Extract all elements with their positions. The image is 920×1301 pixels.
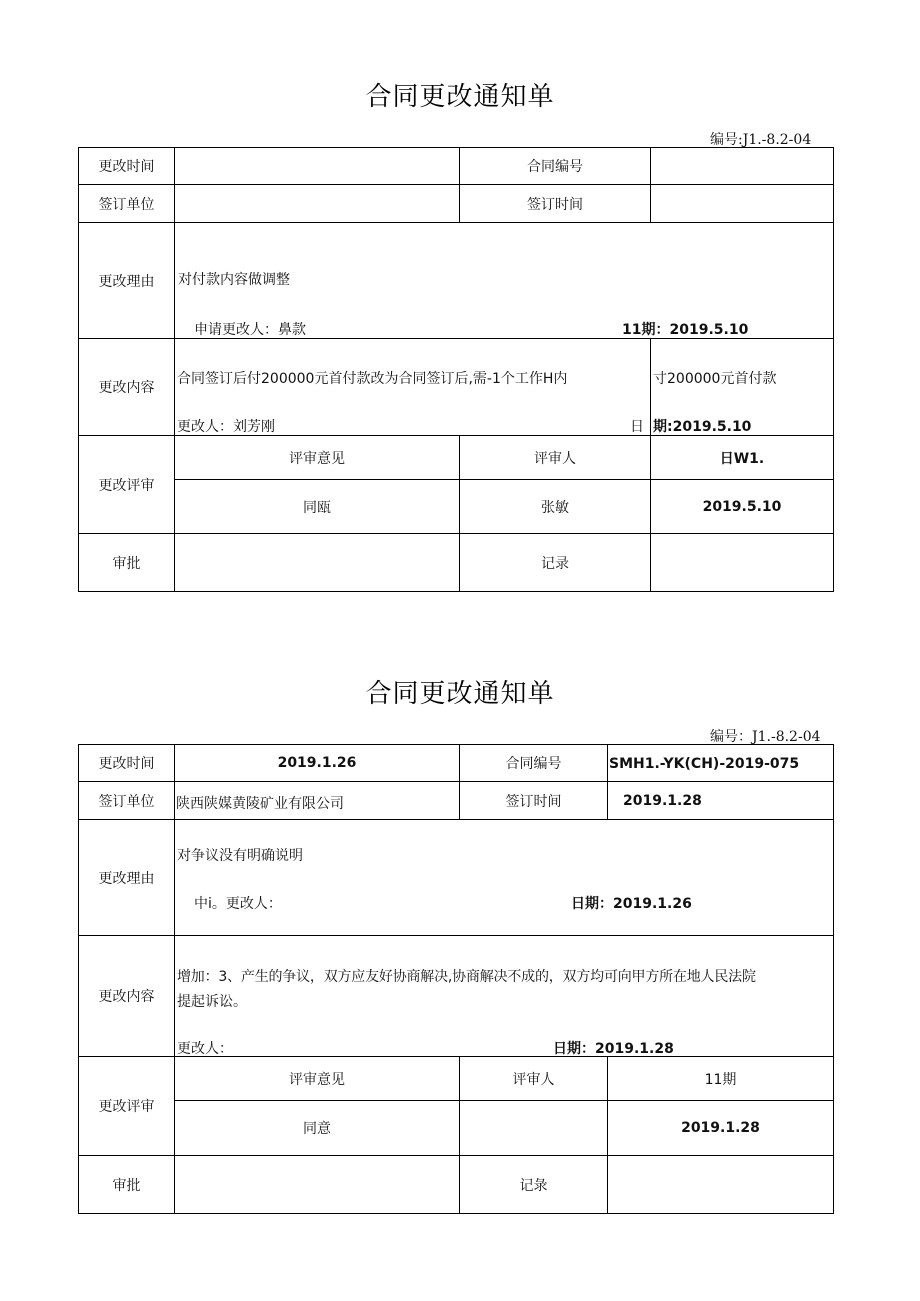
form1-label-record: 记录 [459, 533, 651, 592]
form1-change-content-cell [174, 338, 651, 436]
form2-label-record: 记彔 [459, 1155, 608, 1214]
form1-review-opinion: 同瓯 [174, 479, 460, 534]
form1-label-change-review: 更改评审 [78, 435, 175, 534]
form2-label-change-review: 更改评审 [78, 1056, 175, 1156]
form1-change-content-right-cell [650, 338, 834, 436]
form1-change-reason-cell [174, 222, 834, 339]
form2-signing-time-cell [607, 781, 834, 820]
form1-reason-applicant: 申请更改人：鼻款 [194, 322, 306, 338]
form2-code: 编号：J1.-8.2-04 [710, 729, 821, 745]
form2-signing-time-value: 2019.1.28 [623, 793, 702, 809]
form2-record-value [607, 1155, 834, 1214]
form1-label-signing-time: 签订时间 [459, 184, 651, 223]
form2-review-opinion: 同意 [174, 1100, 460, 1156]
form2-change-time-value: 2019.1.26 [174, 744, 460, 782]
form1-code: 编号:J1.-8.2-04 [710, 132, 812, 148]
form2-review-date: 2019.1.28 [607, 1100, 834, 1156]
form1-review-header-date: 日W1. [650, 435, 834, 480]
form1-change-time-value [174, 147, 460, 185]
form2-content-line1: 增加：3、产生的争议，双方应友好协商解决,协商解决不成的，双方均可向甲方所在地人民法院 [177, 969, 756, 985]
form1-label-change-reason: 更改理由 [78, 222, 175, 339]
form2-title: 合同更改通知单 [365, 679, 555, 709]
form1-signing-time-value [650, 184, 834, 223]
form1-label-change-content: 更改内容 [78, 338, 175, 436]
form1-review-header-opinion: 评审意见 [174, 435, 460, 480]
form2-reason-applicant: 中i。更改人： [194, 896, 282, 912]
form2-contract-no-cell [607, 744, 834, 782]
form2-review-header-opinion: 评审意见 [174, 1056, 460, 1101]
form2-review-header-reviewer: 评审人 [459, 1056, 608, 1101]
form2-label-approval: 审批 [78, 1155, 175, 1214]
form2-reason-text: 对争议没有明确说明 [177, 848, 303, 864]
form1-content-text: 合同签订后付200000元首付款改为合同签订后,需-1个工作H内 [177, 371, 568, 387]
form2-content-line2: 提起诉讼。 [177, 994, 247, 1010]
form2-approval-value [174, 1155, 460, 1214]
form2-signing-unit-value: 陕西陕媒黄陵矿业有限公司 [176, 796, 344, 812]
form2-label-change-time: 更改时间 [78, 744, 175, 782]
form2-label-change-reason: 更改理由 [78, 819, 175, 936]
form1-reason-date: 11期：2019.5.10 [622, 322, 749, 338]
form1-content-changer: 更改人：刘芳刚 [177, 419, 275, 435]
form2-content-date: 日期：2019.1.28 [553, 1041, 674, 1057]
form2-label-signing-time: 签订时间 [459, 781, 608, 820]
form2-label-contract-no: 合同编号 [459, 744, 608, 782]
form2-reason-date: 日期：2019.1.26 [571, 896, 692, 912]
form1-contract-no-value [650, 147, 834, 185]
form2-change-content-cell [174, 935, 834, 1057]
form1-label-contract-no: 合同编号 [459, 147, 651, 185]
form1-label-signing-unit: 签订单位 [78, 184, 175, 223]
form2-content-changer: 更改人： [177, 1041, 233, 1057]
form2-review-reviewer [459, 1100, 608, 1156]
form1-approval-value [174, 533, 460, 592]
form1-label-change-time: 更改时间 [78, 147, 175, 185]
form1-title: 合同更改通知单 [365, 82, 555, 112]
form1-content-date: 期:2019.5.10 [653, 419, 752, 435]
form2-review-header-date: 11期 [607, 1056, 834, 1101]
form1-content-text2: 寸200000元首付款 [653, 371, 777, 387]
form2-label-signing-unit: 签订单位 [78, 781, 175, 820]
form1-reason-text: 对付款内容做调整 [178, 272, 290, 288]
form2-label-change-content: 更改内容 [78, 935, 175, 1057]
form1-review-header-reviewer: 评审人 [459, 435, 651, 480]
form1-content-date-left: 日 [630, 419, 644, 435]
form2-contract-no-value: SMH1.-YK(CH)-2019-075 [609, 756, 800, 772]
form1-label-approval: 审批 [78, 533, 175, 592]
form1-signing-unit-value [174, 184, 460, 223]
form1-review-date: 2019.5.10 [650, 479, 834, 534]
form2-signing-unit-cell [174, 781, 460, 820]
form1-review-reviewer: 张敏 [459, 479, 651, 534]
form2-change-reason-cell [174, 819, 834, 936]
form1-record-value [650, 533, 834, 592]
